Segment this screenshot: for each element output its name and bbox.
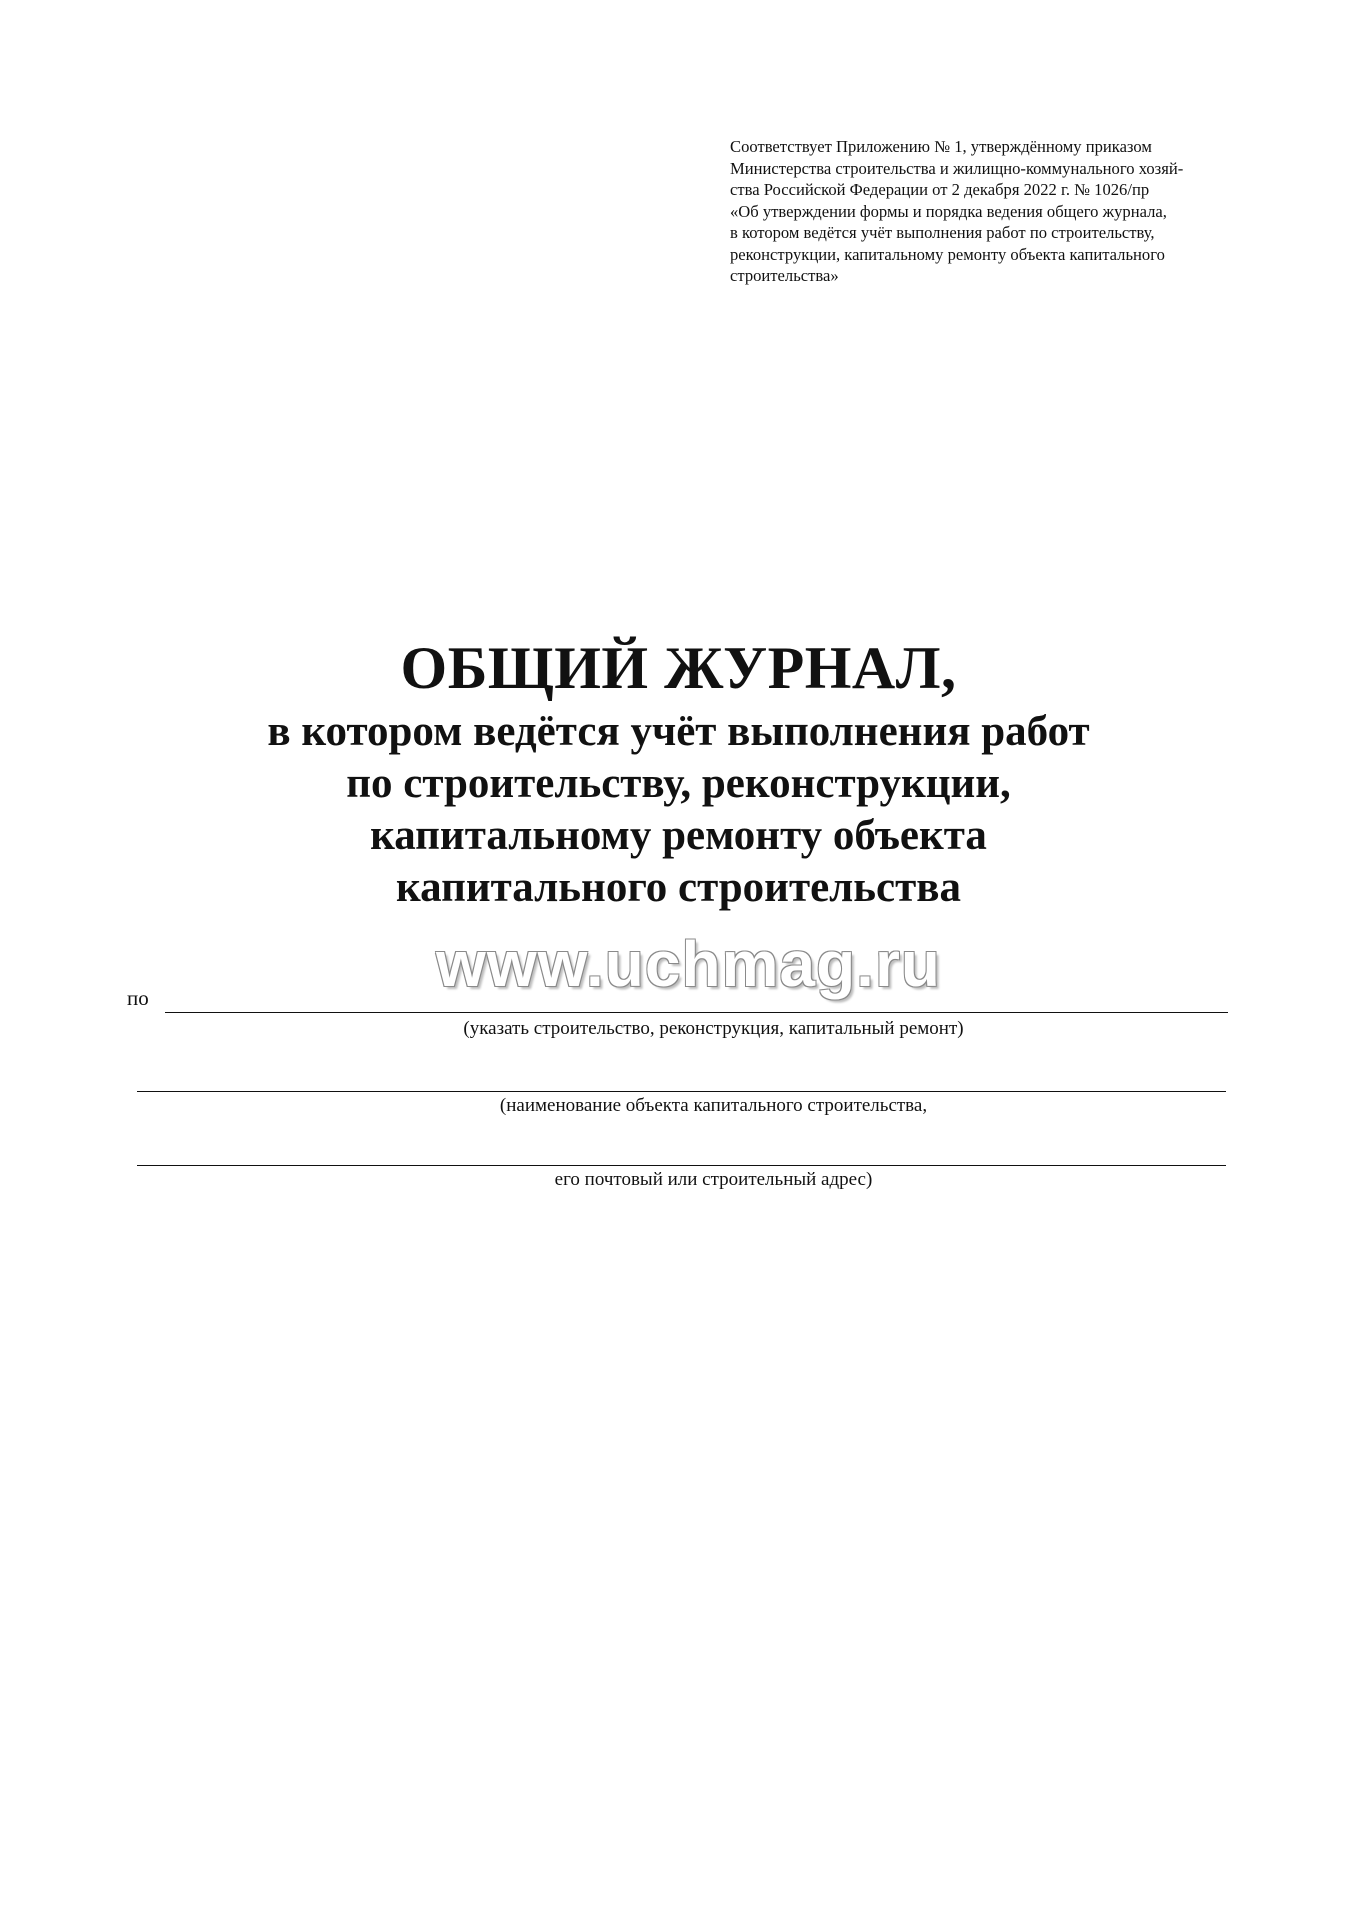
header-note-line: в котором ведётся учёт выполнения работ по строительству, (730, 223, 1155, 242)
object-name-line (137, 1091, 1226, 1092)
construction-type-field (127, 986, 1227, 1014)
header-note-line: ства Российской Федерации от 2 декабря 2022 г. № 1026/пр (730, 180, 1150, 199)
subtitle-line: по строительству, реконструкции, (346, 760, 1011, 807)
object-address-line (137, 1165, 1226, 1166)
watermark: www.uchmag.ru (436, 928, 941, 1000)
header-note-line: строительства» (730, 266, 839, 285)
header-note-line: Соответствует Приложению № 1, утверждённому приказом (730, 137, 1152, 156)
title-block (0, 630, 1357, 914)
object-address-caption: его почтовый или строительный адрес) (554, 1169, 873, 1190)
page-title: ОБЩИЙ ЖУРНАЛ, (400, 635, 957, 701)
subtitle-line: капитального строительства (396, 864, 961, 911)
object-name-caption: (наименование объекта капитального строительства, (499, 1095, 928, 1116)
header-note-line: Министерства строительства и жилищно-коммунального хозяй- (730, 158, 1184, 178)
construction-type-line (165, 1012, 1228, 1013)
header-note-line: реконструкции, капитальному ремонту объекта капитального (730, 244, 1165, 264)
subtitle-line: капитальному ремонту объекта (370, 812, 987, 859)
subtitle-line: в котором ведётся учёт выполнения работ (267, 708, 1090, 755)
field-prefix: по (127, 986, 149, 1010)
header-note-line: «Об утверждении формы и порядка ведения общего журнала, (730, 201, 1167, 221)
header-note (730, 136, 1230, 287)
construction-type-caption: (указать строительство, реконструкция, капитальный ремонт) (463, 1018, 964, 1039)
